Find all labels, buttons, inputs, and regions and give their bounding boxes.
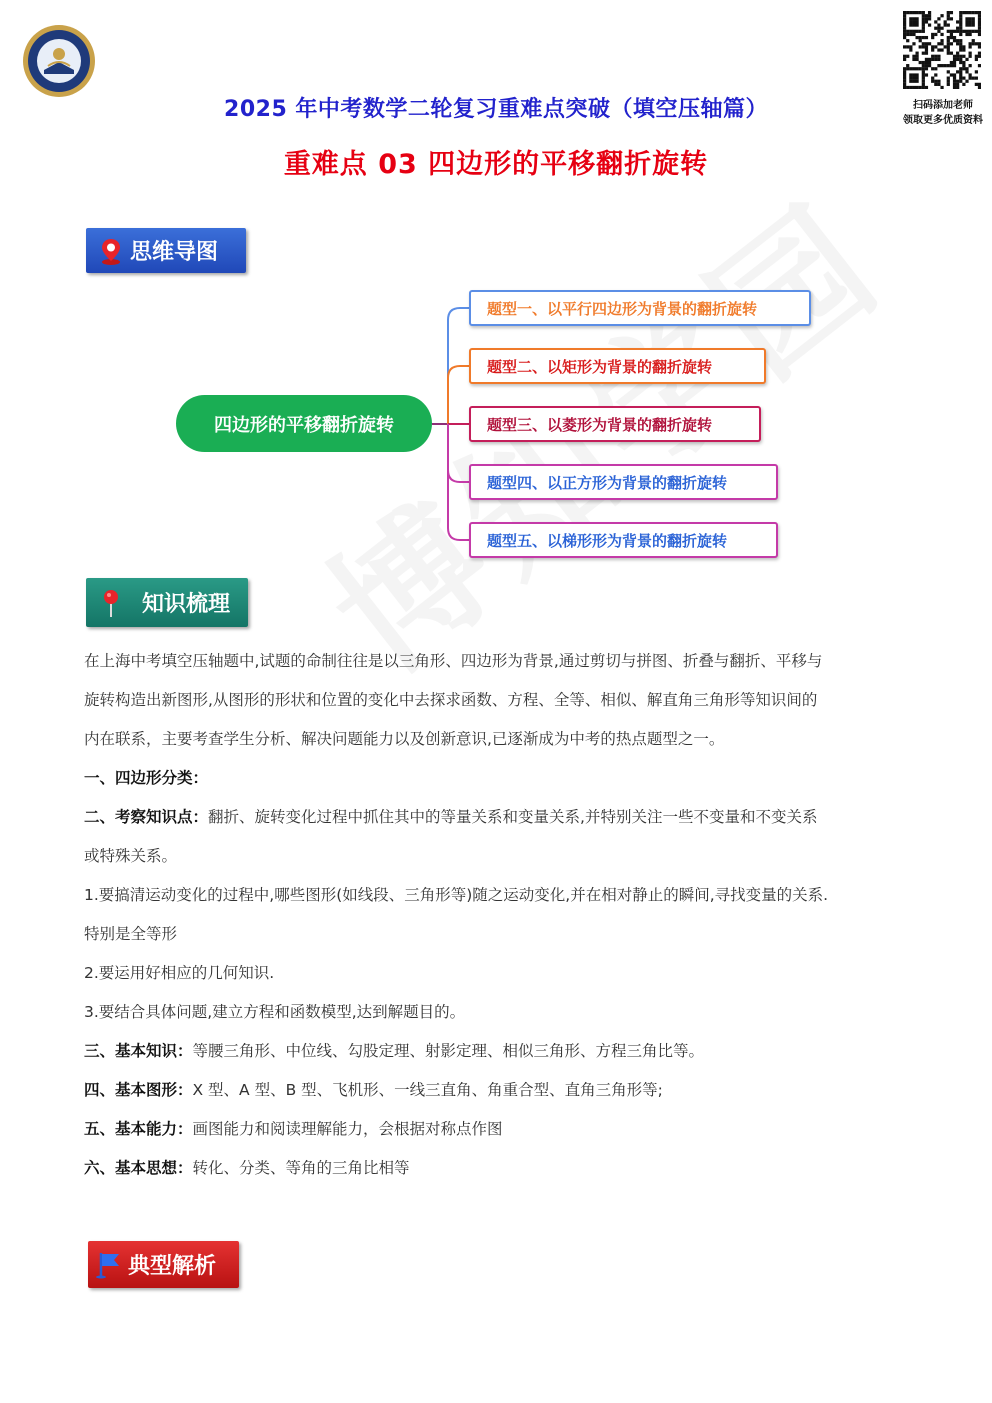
point-1-cont: 特别是全等形 (84, 925, 178, 943)
section-banner-knowledge (86, 578, 248, 627)
qr-code-icon (903, 11, 981, 89)
mindmap-root-node (176, 395, 432, 452)
qr-caption-1: 扫码添加老师 (913, 100, 973, 111)
mindmap-branch-label: 题型三、以菱形为背景的翻折旋转 (487, 415, 713, 434)
point-2: 2.要运用好相应的几何知识. (84, 964, 275, 982)
basic-figures-text: X 型、A 型、B 型、飞机形、一线三直角、角重合型、直角三角形等; (192, 1081, 663, 1099)
section-banner-mindmap (86, 228, 246, 273)
mindmap-branch-5 (469, 522, 778, 558)
mindmap-branch-label: 题型四、以正方形为背景的翻折旋转 (487, 473, 728, 492)
knowledge-points-label: 二、考察知识点： (84, 808, 209, 826)
section-title-analysis: 典型解析 (128, 1254, 217, 1279)
mindmap-branch-label: 题型二、以矩形为背景的翻折旋转 (487, 357, 713, 376)
flag-icon (94, 1250, 124, 1280)
knowledge-points-text: 翻折、旋转变化过程中抓住其中的等量关系和变量关系,并特别关注一些不变量和不变关系 (208, 808, 818, 826)
school-logo (22, 24, 96, 98)
basic-thinking-text: 转化、分类、等角的三角比相等 (192, 1159, 410, 1177)
section-banner-analysis (88, 1241, 239, 1288)
mindmap-branch-label: 题型五、以梯形形为背景的翻折旋转 (487, 531, 728, 550)
basic-figures (84, 1080, 663, 1100)
knowledge-points (84, 807, 817, 827)
pushpin-icon (96, 588, 126, 618)
location-pin-icon (96, 236, 126, 266)
page-subtitle: 重难点 03 四边形的平移翻折旋转 (283, 149, 709, 180)
intro-line-2: 旋转构造出新图形,从图形的形状和位置的变化中去探求函数、方程、全等、相似、解直角三角形等知识间的 (84, 691, 818, 709)
mindmap-root-label: 四边形的平移翻折旋转 (214, 414, 394, 436)
point-3: 3.要结合具体问题,建立方程和函数模型,达到解题目的。 (84, 1003, 466, 1021)
basic-ability-label: 五、基本能力： (84, 1120, 193, 1138)
basic-knowledge-text: 等腰三角形、中位线、勾股定理、射影定理、相似三角形、方程三角比等。 (192, 1042, 705, 1060)
basic-ability (84, 1119, 503, 1139)
basic-ability-text: 画图能力和阅读理解能力，会根据对称点作图 (192, 1120, 503, 1138)
page-title: 2025 年中考数学二轮复习重难点突破（填空压轴篇） (224, 97, 768, 122)
basic-thinking-label: 六、基本思想： (84, 1159, 193, 1177)
heading-quadrilateral-types: 一、四边形分类： (84, 769, 209, 787)
qr-caption-2: 领取更多优质资料 (903, 115, 983, 126)
basic-knowledge (84, 1041, 704, 1061)
mindmap-branch-2 (469, 348, 766, 384)
knowledge-points-cont: 或特殊关系。 (84, 847, 178, 865)
point-1: 1.要搞清运动变化的过程中,哪些图形(如线段、三角形等)随之运动变化,并在相对静止的瞬间,寻找变量的关系. (84, 886, 829, 904)
basic-figures-label: 四、基本图形： (84, 1081, 193, 1099)
intro-line-3: 内在联系，主要考查学生分析、解决问题能力以及创新意识,已逐渐成为中考的热点题型之一。 (84, 730, 725, 748)
mindmap-branch-3 (469, 406, 761, 442)
section-title-mindmap: 思维导图 (130, 240, 219, 265)
intro-line-1: 在上海中考填空压轴题中,试题的命制往往是以三角形、四边形为背景,通过剪切与拼图、折叠与翻折、平移与 (84, 652, 823, 670)
basic-thinking (84, 1158, 410, 1178)
basic-knowledge-label: 三、基本知识： (84, 1042, 193, 1060)
section-title-knowledge: 知识梳理 (142, 592, 231, 617)
mindmap-branch-1 (469, 290, 811, 326)
mindmap-branch-4 (469, 464, 778, 500)
mindmap-branch-label: 题型一、以平行四边形为背景的翻折旋转 (487, 299, 758, 318)
